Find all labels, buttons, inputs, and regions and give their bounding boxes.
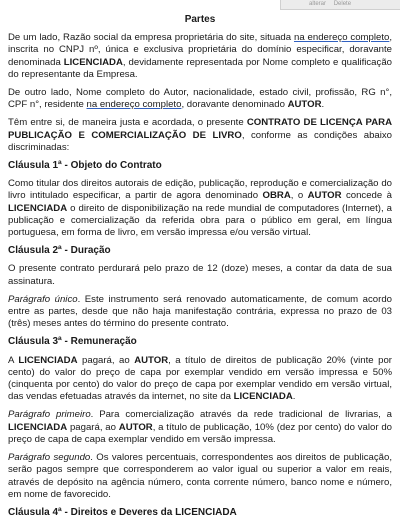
clause-2-heading: Cláusula 2ª - Duração <box>8 245 111 257</box>
clause-3-paragraph <box>8 355 392 404</box>
clause-2-sole-paragraph <box>8 294 392 331</box>
bold-term: AUTOR <box>134 354 169 366</box>
clause-2-paragraph: O presente contrato perdurará pelo prazo de 12 (doze) meses, a contar da data de sua assinatura. <box>8 263 392 287</box>
clause-4-heading: Cláusula 4ª - Direitos e Deveres da LICENCIADA <box>8 506 237 518</box>
text: concede à <box>341 190 392 202</box>
clause-3-heading: Cláusula 3ª - Remuneração <box>8 336 137 348</box>
text: , a título de direitos de publicação 20% (vinte por cento) do valor do preço de capa por exemplar vendido em versão impressa e 50% (cinquenta por cento) do valor do preço de capa por exemplar vendido em versão virtual, das vendas efetuadas através da internet, no site da <box>8 354 392 403</box>
text: A <box>8 354 19 366</box>
clause-3-first-paragraph <box>8 409 392 446</box>
clause-3-second-paragraph <box>8 452 392 501</box>
text: pagará, ao <box>67 421 119 433</box>
text: . <box>321 99 325 111</box>
text: , inscrita no CNPJ nº, única e exclusiva proprietária do domínio especificar, doravante denominada <box>8 32 393 68</box>
contract-name: CONTRATO DE LICENÇA PARA PUBLICAÇÃO E COMERCIALIZAÇÃO DE LIVRO <box>8 117 392 141</box>
contract-document <box>0 10 400 518</box>
party-author-paragraph <box>8 87 392 111</box>
text: . <box>292 391 296 403</box>
text: Têm entre si, de maneira justa e acordada, o presente <box>8 117 247 129</box>
clause-1-heading: Cláusula 1ª - Objeto do Contrato <box>8 160 162 172</box>
text: , a título de publicação, 10% (dez por cento) do valor do preço de capa de capa exemplar vendido em versão impressa. <box>8 421 393 445</box>
bold-term: LICENCIADA <box>8 202 68 214</box>
agreement-paragraph <box>8 117 392 154</box>
text: De um lado, Razão social da empresa proprietária do site, situada <box>8 32 294 44</box>
bold-term: AUTOR <box>118 421 153 433</box>
address-link[interactable]: na endereço completo <box>293 32 390 44</box>
address-link[interactable]: na endereço completo <box>86 99 182 111</box>
page-title: Partes <box>184 14 216 25</box>
party-licensee-paragraph <box>8 32 392 81</box>
bold-term: OBRA <box>262 190 291 202</box>
text: Como titular dos direitos autorais de edição, publicação, reprodução e comercialização do livro intitulado especificar, a partir de agora denominado <box>8 178 392 202</box>
paragraph-label: Parágrafo primeiro <box>8 409 91 421</box>
text: o direito de disponibilização na rede mundial de computadores (Internet), a publicação e comercialização da referida obra para o público em geral, em língua portuguesa, em forma de livro, em versão impressa e/ou versão virtual. <box>8 202 392 239</box>
delete-link[interactable]: Delete <box>333 1 352 7</box>
author-term: AUTOR <box>287 99 322 111</box>
text: , o <box>290 190 308 202</box>
bold-term: AUTOR <box>307 190 342 202</box>
bold-term: LICENCIADA <box>18 354 78 366</box>
paragraph-label: Parágrafo único <box>8 293 78 305</box>
text: , doravante denominado <box>181 99 288 111</box>
bold-term: LICENCIADA <box>8 421 68 433</box>
text: . Os valores percentuais, correspondentes aos direitos de publicação, serão pagos sempre que corresponderem ao valor igual ou superior a valor em reais, através de depósito na agência número, conta corrente número, banco nome e número, em nome de favorecido. <box>8 452 392 500</box>
toolbar-strip <box>280 0 400 10</box>
licensee-term: LICENCIADA <box>63 56 123 68</box>
paragraph-label: Parágrafo segundo <box>8 452 91 464</box>
text: , devidamente representada por Nome completo e qualificação do representante da Empresa. <box>8 56 392 80</box>
alter-link[interactable]: alterar <box>309 1 327 7</box>
text: pagará, ao <box>77 354 135 366</box>
text: , conforme as condições abaixo discriminadas: <box>8 129 393 153</box>
text: . Este instrumento será renovado automaticamente, de comum acordo entre as partes, desde que não haja manifestação contrária, expressa no prazo de 03 (três) meses antes do término do presente contrato. <box>8 293 392 330</box>
text: . Para comercialização através da rede tradicional de livrarias, a <box>90 409 392 421</box>
bold-term: LICENCIADA <box>233 391 293 403</box>
clause-1-paragraph <box>8 178 392 239</box>
text: De outro lado, Nome completo do Autor, nacionalidade, estado civil, profissão, RG n°, CPF n°, residente <box>8 87 392 111</box>
